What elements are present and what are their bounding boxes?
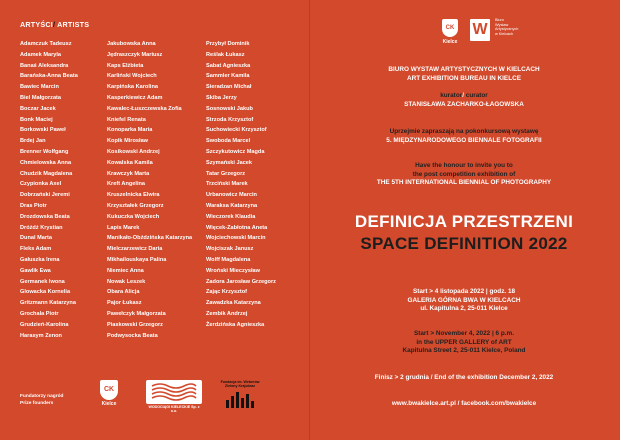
artist-name: Dras Piotr [20, 202, 47, 209]
bwa-logo-text [495, 18, 518, 36]
artist-name: Piaskowski Grzegorz [107, 321, 163, 328]
start-en-line-3: Kapitulna Street 2, 25-011 Kielce, Poland [402, 347, 526, 355]
invite-pl-line-1: Uprzejmie zapraszają na pokonkursową wystawę [389, 128, 539, 135]
artist-name: Zadora Jarosław Grzegorz [206, 278, 276, 285]
artist-name: Reślak Łukasz [206, 51, 245, 58]
curator-label [318, 92, 610, 101]
artist-name: Skiba Jerzy [206, 94, 237, 101]
kielce-top-logo [437, 19, 463, 49]
artist-name: Banaś Aleksandra [20, 62, 69, 69]
foundation-bars-icon [225, 390, 255, 408]
artists-column-1 [20, 39, 120, 341]
artist-name: Wieczorek Klaudia [206, 213, 256, 220]
start-en-block [318, 330, 610, 356]
artist-name: Jędraszczyk Mariusz [107, 51, 163, 58]
artist-name: Karpińska Karolina [107, 84, 158, 91]
artist-name: Sosnowski Jakub [206, 105, 253, 112]
bwa-text-line: Artystycznych [495, 27, 519, 32]
artist-name: Szymański Jacek [206, 159, 253, 166]
start-pl-line-1: Start > 4 listopada 2022 | godz. 18 [412, 288, 516, 295]
artist-name: Kreft Angelina [107, 181, 146, 188]
artists-heading-en: ARTISTS [57, 20, 90, 29]
invite-en-line-2: the post competition exhibition of [412, 170, 516, 178]
artist-name: Chudzik Magdalena [20, 170, 73, 177]
artist-name: Mielczarzewicz Daria [107, 246, 163, 253]
artist-name: Trzciński Marek [206, 181, 248, 188]
wodociagi-waves-icon [146, 380, 202, 404]
artist-name: Niemiec Anna [107, 267, 144, 274]
artist-name: Sieradzan Michał [206, 84, 252, 91]
finish-line [318, 374, 610, 383]
start-pl-line-3: ul. Kapitulna 2, 25-011 Kielce [420, 305, 508, 313]
bwa-logo [470, 19, 490, 41]
artist-name: Wojciechowski Marcin [206, 235, 266, 242]
artist-name: Brdej Jan [20, 138, 46, 145]
prize-founders-label [20, 394, 63, 407]
artist-name: Krzyształek Grzegorz [107, 202, 164, 209]
artist-name: Nowak Leszek [107, 278, 146, 285]
artist-name: Dobrzański Jeremi [20, 192, 70, 199]
kielce-top-crest-icon: CK [442, 19, 458, 37]
artist-name: Adamczuk Tadeusz [20, 41, 72, 47]
artist-name: Strzoda Krzysztof [206, 116, 254, 123]
artist-name: Gałuszka Irena [20, 256, 60, 263]
artist-name: Urbanowicz Marcin [206, 192, 257, 199]
foundation-logo [214, 380, 266, 416]
artist-name: Grochala Piotr [20, 310, 59, 317]
prize-founders-pl: Fundatorzy nagród [20, 394, 64, 399]
artist-name: Kukuczka Wojciech [107, 213, 160, 220]
wodociagi-logo-label: WODOCIĄGI KIELECKIE Sp. z o.o. [148, 405, 200, 414]
artist-name: Pawełczyk Małgorzata [107, 310, 166, 317]
finish-text: Finisz > 2 grudnia / End of the exhibition December 2, 2022 [374, 374, 554, 381]
artist-name: Kasperkiewicz Adam [107, 94, 163, 101]
artist-name: Boczar Jacek [20, 105, 56, 112]
artist-name: Karliński Wojciech [107, 73, 157, 80]
artist-name: Waraksa Katarzyna [206, 202, 258, 209]
organizer-pl: BIURO WYSTAW ARTYSTYCZNYCH W KIELCACH [388, 66, 540, 73]
artist-name: Jakubowska Anna [107, 41, 156, 47]
start-en-line-1: Start > November 4, 2022 | 6 p.m. [413, 330, 514, 337]
title-en: SPACE DEFINITION 2022 [360, 234, 568, 253]
artist-name: Bawiec Marcin [20, 84, 59, 91]
artist-name: Konoparka Maria [107, 127, 153, 134]
artist-name: Sabat Agnieszka [206, 62, 251, 69]
artist-name: Szczykutowicz Magda [206, 148, 265, 155]
curator-name: STANISŁAWA ZACHARKO-ŁAGOWSKA [404, 100, 524, 108]
artists-heading-pl: ARTYŚCI [20, 20, 53, 29]
start-pl-block [318, 288, 610, 314]
invite-en-line-3: THE 5TH INTERNATIONAL BIENNIAL OF PHOTOGRAPHY [376, 179, 552, 187]
artists-column-3 [206, 39, 306, 331]
artist-name: Wroński Mieczysław [206, 267, 260, 274]
artist-name: Podwysocka Beata [107, 332, 158, 339]
artist-name: Suchowiecki Krzysztof [206, 127, 267, 134]
artist-name: Więcek-Zabłotna Aneta [206, 224, 268, 231]
artist-name: Borkowski Paweł [20, 127, 66, 134]
invite-pl-line-2: 5. MIĘDZYNARODOWEGO BIENNALE FOTOGRAFII [386, 136, 542, 144]
artist-name: Zembik Andrzej [206, 310, 248, 317]
artist-name: Gritzmann Katarzyna [20, 300, 76, 307]
artist-name: Kruszelnicka Elwira [107, 192, 160, 199]
wodociagi-logo [146, 380, 202, 414]
artist-name: Harasym Zenon [20, 332, 62, 339]
website-link[interactable]: www.bwakielce.art.pl / facebook.com/bwakielce [391, 400, 537, 407]
organizer-en: ART EXHIBITION BUREAU IN KIELCE [407, 74, 521, 82]
artist-name: Manikało-Obździńska Katarzyna [107, 235, 193, 242]
artist-name: Grudzień-Karolina [20, 321, 69, 328]
artist-name: Swoboda Marcel [206, 138, 251, 145]
kielce-crest-icon: CK [100, 380, 118, 400]
artist-name: Lapis Marek [107, 224, 140, 231]
artist-name: Dunal Marta [20, 235, 53, 242]
exhibition-title [318, 211, 610, 255]
curator-label-pl: kurator [440, 92, 463, 99]
artist-name: Germanek Iwona [20, 278, 65, 285]
artist-name: Obara Alicja [107, 289, 140, 296]
artist-name: Kniefel Renata [107, 116, 146, 123]
artist-name: Biel Małgorzata [20, 94, 62, 101]
bwa-text-line: Wystaw [495, 22, 509, 27]
page-fold-divider [309, 0, 310, 440]
foundation-logo-label: Fundacja im. Weberów Zielony Krajobraz [220, 380, 260, 389]
kielce-logo [96, 380, 122, 412]
artist-name: Kaps Elżbieta [107, 62, 144, 69]
bwa-text-line: Biuro [495, 18, 504, 22]
links-line [318, 400, 610, 409]
artist-name: Wolff Magdalena [206, 256, 251, 263]
artist-name: Barańska-Anna Beata [20, 73, 78, 80]
start-pl-line-2: GALERIA GÓRNA BWA W KIELCACH [407, 296, 521, 304]
artists-column-2 [107, 39, 207, 341]
start-en-line-2: in the UPPER GALLERY of ART [416, 338, 512, 346]
invite-en-line-1: Have the honour to invite you to [415, 162, 513, 169]
artist-name: Kopik Mirosław [107, 138, 149, 145]
bwa-w-icon: W [472, 21, 488, 38]
artist-name: Wojciszak Janusz [206, 246, 254, 253]
artist-name: Adamek Maryla [20, 51, 62, 58]
kielce-logo-label: Kielce [101, 401, 117, 407]
artists-heading [20, 20, 89, 29]
artist-name: Dróżdż Krystian [20, 224, 63, 231]
artist-name: Krawczyk Marta [107, 170, 150, 177]
artist-name: Mikhailouskaya Palina [107, 256, 167, 263]
artist-name: Kawalec-Łuszczewska Zofia [107, 105, 182, 112]
prize-founders-en: Prize founders [20, 400, 54, 406]
artist-name: Fleks Adam [20, 246, 52, 253]
artist-name: Zając Krzysztof [206, 289, 248, 296]
artist-name: Tatar Grzegorz [206, 170, 246, 177]
bwa-text-line: w Kielcach [495, 31, 514, 36]
artist-name: Chmielowska Anna [20, 159, 72, 166]
artist-name: Brenner Wolfgang [20, 148, 69, 155]
artist-name: Bonk Maciej [20, 116, 53, 123]
invite-pl-block [318, 128, 610, 145]
artists-heading-separator: / [52, 20, 56, 29]
artist-name: Zawadzka Katarzyna [206, 300, 261, 307]
curator-label-separator: / [462, 92, 464, 99]
invite-en-block [318, 162, 610, 188]
curator-label-en: curator [465, 92, 488, 99]
artist-name: Kosikowski Andrzej [107, 148, 160, 155]
artist-name: Sammler Kamila [206, 73, 250, 80]
title-pl: DEFINICJA PRZESTRZENI [354, 212, 574, 231]
artist-name: Gawlik Ewa [20, 267, 51, 274]
artist-name: Żerdzińska Agnieszka [206, 321, 265, 328]
artist-name: Kowalska Kamila [107, 159, 153, 166]
curator-block [318, 92, 610, 109]
artist-name: Drozdowska Beata [20, 213, 70, 220]
artist-name: Czypionka Axel [20, 181, 62, 188]
artist-name: Glowacka Kornelia [20, 289, 71, 296]
artist-name: Pajor Łukasz [107, 300, 142, 307]
kielce-top-logo-label: Kielce [442, 39, 458, 45]
artist-name: Przybył Dominik [206, 41, 250, 47]
organizer-block [318, 66, 610, 83]
